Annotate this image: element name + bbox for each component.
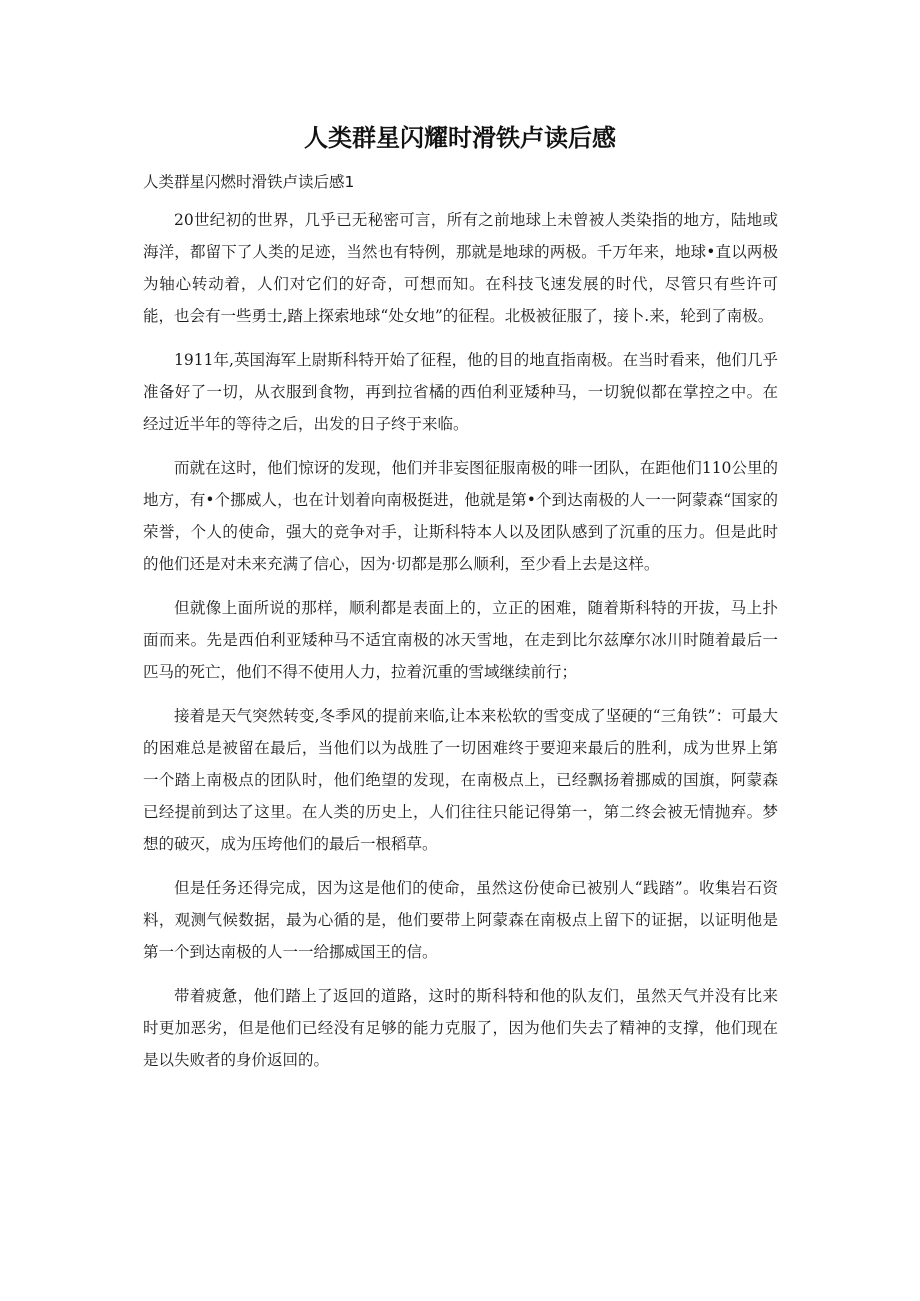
paragraph-4: 但就像上面所说的那样，顺利都是表面上的，立正的困难，随着斯科特的开拔，马上扑面而来。先是西伯利亚矮种马不适宜南极的冰天雪地，在走到比尔兹摩尔冰川时随着最后一匹马的死亡，他们不得不使用人力，拉着沉重的雪域继续前行； bbox=[143, 599, 778, 681]
document-body bbox=[143, 204, 778, 1088]
paragraph-1: 20世纪初的世界，几乎已无秘密可言，所有之前地球上未曾被人类染指的地方，陆地或海洋，都留下了人类的足迹，当然也有特例，那就是地球的两极。千万年来，地球•直以两极为轴心转动着，人们对它们的好奇，可想而知。在科技飞速发展的时代，尽管只有些许可能，也会有一些勇士,踏上探索地球“处女地”的征程。北极被征服了，接卜.来，轮到了南极。 bbox=[143, 211, 778, 325]
paragraph-2: 1911年,英国海军上尉斯科特开始了征程，他的目的地直指南极。在当时看来，他们几乎准备好了一切，从衣服到食物，再到拉省橘的西伯利亚矮种马，一切貌似都在掌控之中。在经过近半年的等待之后，出发的日子终于来临。 bbox=[143, 351, 778, 433]
document-title: 人类群星闪耀时滑铁卢读后感 bbox=[304, 124, 616, 152]
paragraph-7: 带着疲惫，他们踏上了返回的道路，这时的斯科特和他的队友们，虽然天气并没有比来时更加恶劣，但是他们已经没有足够的能力克服了，因为他们失去了精神的支撑，他们现在是以失败者的身价返回的。 bbox=[143, 987, 778, 1069]
paragraph-3: 而就在这时，他们惊讶的发现，他们并非妄图征服南极的啡一团队，在距他们110公里的地方，有•个挪威人，也在计划着向南极挺进，他就是第•个到达南极的人一一阿蒙森“国家的荣誉，个人的使命，强大的竞争对手，让斯科特本人以及团队感到了沉重的压力。但是此时的他们还是对未来充满了信心，因为·切都是那么顺利，至少看上去是这样。 bbox=[143, 459, 778, 573]
document-subtitle: 人类群星闪燃时滑铁卢读后感1 bbox=[143, 173, 355, 191]
paragraph-6: 但是任务还得完成，因为这是他们的使命，虽然这份使命已被别人“践踏”。收集岩石资料，观测气候数据，最为心循的是，他们要带上阿蒙森在南极点上留下的证据，以证明他是第一个到达南极的人一一给挪威国王的信。 bbox=[143, 879, 778, 961]
paragraph-5: 接着是天气突然转变,冬季风的提前来临,让本来松软的雪变成了坚硬的“三角铁”：可最大的困难总是被留在最后，当他们以为战胜了一切困难终于要迎来最后的胜利，成为世界上第一个踏上南极点的团队时，他们绝望的发现，在南极点上，已经飘扬着挪威的国旗，阿蒙森已经提前到达了这里。在人类的历史上，人们往往只能记得第一，第二终会被无情抛弃。梦想的破灭，成为压垮他们的最后一根稻草。 bbox=[143, 707, 778, 853]
